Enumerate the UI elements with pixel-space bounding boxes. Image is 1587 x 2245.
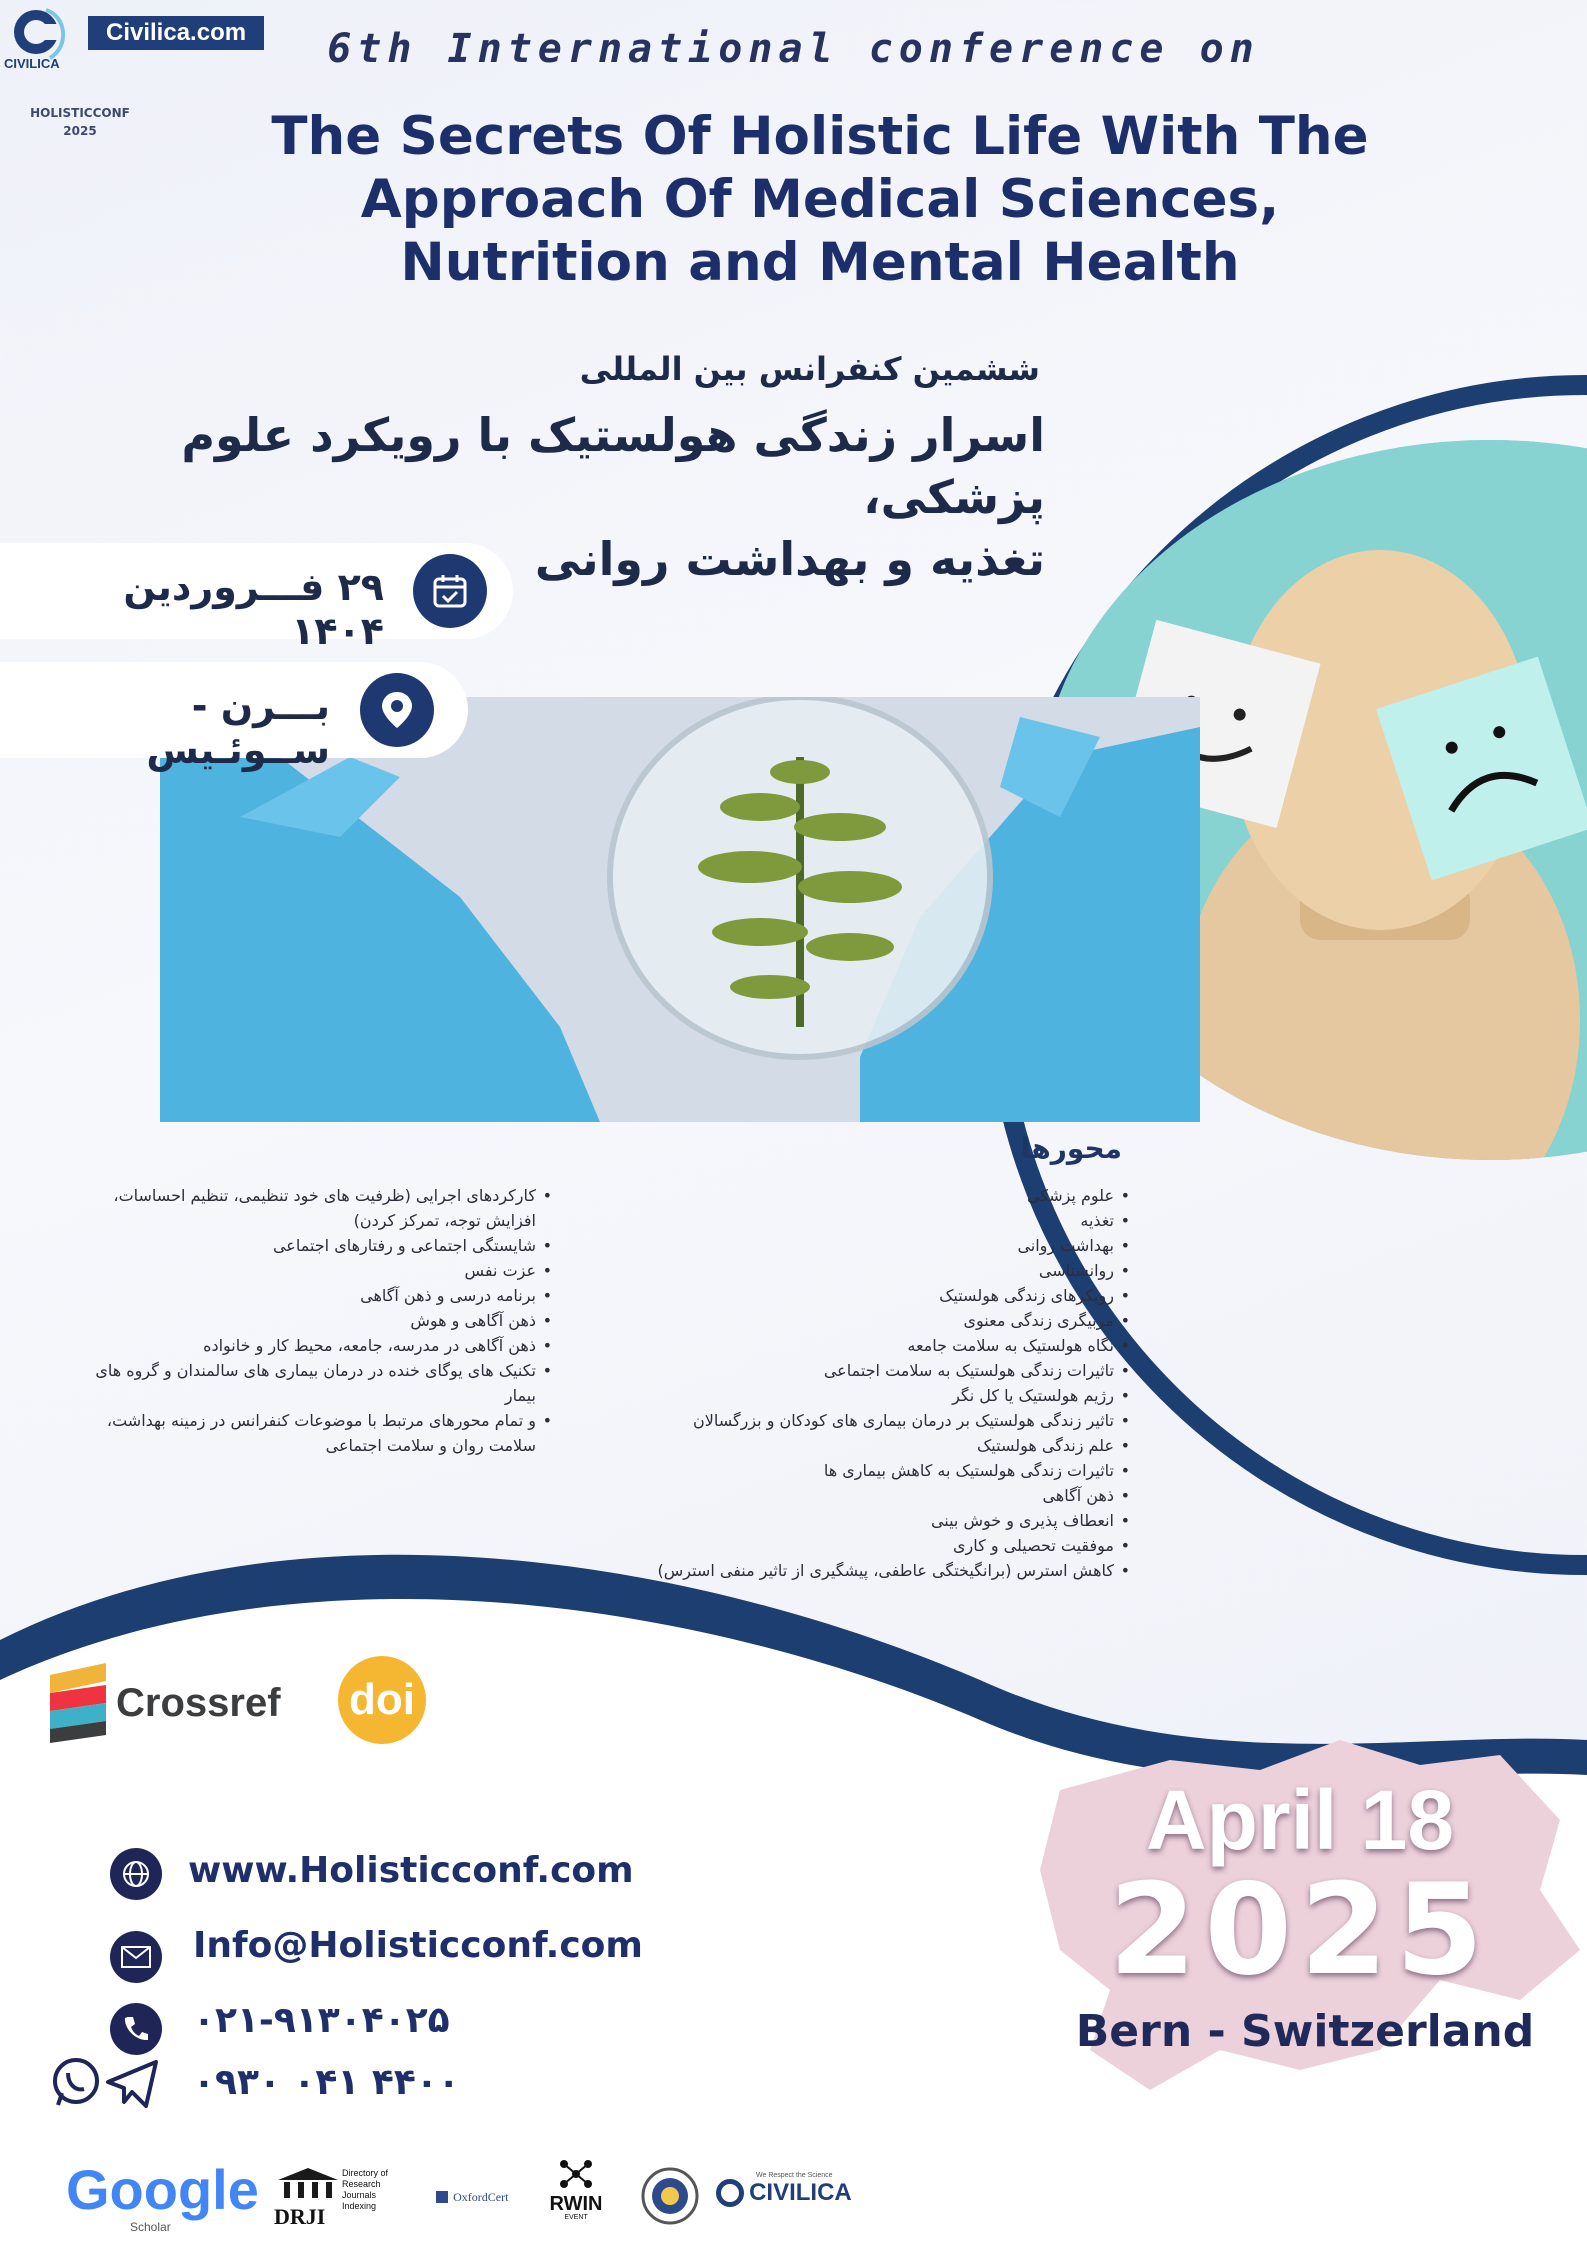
title-fa-line-1: اسرار زندگی هولستیک با رویکرد علوم پزشکی، [181, 408, 1045, 524]
rwin-logo[interactable] [544, 2158, 608, 2221]
calendar-icon [413, 554, 487, 628]
conference-code-name: HOLISTICCONF [30, 106, 130, 120]
topic-item: • تاثیرات زندگی هولستیک به سلامت اجتماعی [620, 1358, 1130, 1383]
oxfordcert-label: OxfordCert [453, 2190, 509, 2204]
topics-list-right [620, 1183, 1130, 1583]
oxfordcert-logo[interactable] [436, 2186, 508, 2205]
crossref-logo[interactable] [50, 1663, 290, 1743]
google-label: Google [66, 2158, 259, 2221]
topic-item: • شایستگی اجتماعی و رفتارهای اجتماعی [80, 1233, 552, 1258]
topic-item: • مربیگری زندگی معنوی [620, 1308, 1130, 1333]
mail-icon [110, 1931, 162, 1983]
topic-item: • علوم پزشکی [620, 1183, 1130, 1208]
topic-item: • کاهش استرس (برانگیختگی عاطفی، پیشگیری از تاثیر منفی استرس) [620, 1558, 1130, 1583]
civilica-badge[interactable]: Civilica.com [88, 16, 264, 50]
topic-item: • ذهن آگاهی در مدرسه، جامعه، محیط کار و خانواده [80, 1333, 552, 1358]
email-link[interactable]: Info@Holisticconf.com [193, 1925, 643, 1966]
topic-item: • علم زندگی هولستیک [620, 1433, 1130, 1458]
topic-item: • رویکرهای زندگی هولستیک [620, 1283, 1130, 1308]
event-date [1060, 1773, 1540, 2003]
mobile-number[interactable]: ۰۹۳۰ ۰۴۱ ۴۴۰۰ [193, 2062, 460, 2103]
topic-item: • ذهن آگاهی و هوش [80, 1308, 552, 1333]
topics-heading: محورها [1020, 1132, 1122, 1165]
google-sub-label: Scholar [130, 2220, 171, 2234]
topic-item: • موفقیت تحصیلی و کاری [620, 1533, 1130, 1558]
topic-item: • نگاه هولستیک به سلامت جامعه [620, 1333, 1130, 1358]
title-fa-pre: ششمین کنفرانس بین المللی [579, 350, 1040, 388]
place-pill [0, 662, 468, 772]
event-year: 2025 [1108, 1856, 1492, 2003]
edition-line: 6th International conference on [327, 26, 1260, 72]
civilica-footer-logo[interactable] [716, 2172, 856, 2207]
title-en-line-1: The Secrets Of Holistic Life With The [271, 106, 1369, 167]
telegram-icon [106, 2060, 160, 2108]
rwin-network-icon [556, 2158, 596, 2190]
topic-item: • کارکردهای اجرایی (ظرفیت های خود تنظیمی، تنظیم احساسات، افزایش توجه، تمرکز کردن) [80, 1183, 552, 1233]
topic-item: • تاثیرات زندگی هولستیک به کاهش بیماری ها [620, 1458, 1130, 1483]
phone-icon [110, 2003, 162, 2055]
whatsapp-icon [50, 2057, 106, 2109]
conference-code [20, 104, 140, 140]
title-fa-line-2: تغذیه و بهداشت روانی [534, 532, 1045, 586]
topics-list-left [80, 1183, 552, 1458]
date-pill [0, 543, 513, 653]
topic-item: • انعطاف پذیری و خوش بینی [620, 1508, 1130, 1533]
globe-icon [110, 1848, 162, 1900]
seal-emblem-icon[interactable] [640, 2166, 700, 2226]
civilica-footer-tagline: We Respect the Science [756, 2172, 833, 2179]
location-pin-icon [360, 673, 434, 747]
crossref-icon [50, 1663, 122, 1743]
crossref-label: Crossref [116, 1681, 281, 1725]
doi-logo[interactable]: doi [338, 1656, 426, 1744]
rwin-label: RWIN [549, 2193, 603, 2215]
title-en-line-3: Nutrition and Mental Health [400, 232, 1240, 293]
date-persian: ۲۹ فـــروردین ۱۴۰۴ [123, 565, 384, 653]
topic-item: • و تمام محورهای مرتبط با موضوعات کنفرانس در زمینه بهداشت، سلامت روان و سلامت اجتماعی [80, 1408, 552, 1458]
civilica-footer-icon [716, 2179, 744, 2207]
topic-item: • رژیم هولستیک یا کل نگر [620, 1383, 1130, 1408]
conference-code-year: 2025 [63, 124, 97, 138]
title-en-line-2: Approach Of Medical Sciences, [360, 169, 1280, 230]
title-english [200, 105, 1440, 294]
website-link[interactable]: www.Holisticconf.com [188, 1850, 634, 1891]
rwin-sub-label: EVENT [564, 2214, 588, 2221]
topic-item: • ذهن آگاهی [620, 1483, 1130, 1508]
drji-label: DRJI [274, 2204, 326, 2229]
topic-item: • روانشناسی [620, 1258, 1130, 1283]
topic-item: • تغذیه [620, 1208, 1130, 1233]
topic-item: • عزت نفس [80, 1258, 552, 1283]
drji-text: Directory of Research Journals Indexing [342, 2168, 389, 2211]
civilica-footer-label: CIVILICA [749, 2179, 852, 2206]
topic-item: • برنامه درسی و ذهن آگاهی [80, 1283, 552, 1308]
civilica-wordmark: CIVILICA [4, 56, 60, 71]
phone-number[interactable]: ۰۲۱-۹۱۳۰۴۰۲۵ [193, 2000, 450, 2041]
google-scholar-logo[interactable] [66, 2158, 259, 2234]
event-place: Bern - Switzerland [1075, 2006, 1535, 2057]
drji-building-icon [278, 2168, 338, 2204]
topic-item: • بهداشت روانی [620, 1233, 1130, 1258]
oxfordcert-icon [436, 2191, 448, 2203]
event-month-day: April 18 [1145, 1773, 1455, 1867]
topic-item: • تکنیک های یوگای خنده در درمان بیماری های سالمندان و گروه های بیمار [80, 1358, 552, 1408]
place-persian: بـــرن - ســوئـیس [146, 684, 330, 772]
topic-item: • تاثیر زندگی هولستیک بر درمان بیماری های کودکان و بزرگسالان [620, 1408, 1130, 1433]
